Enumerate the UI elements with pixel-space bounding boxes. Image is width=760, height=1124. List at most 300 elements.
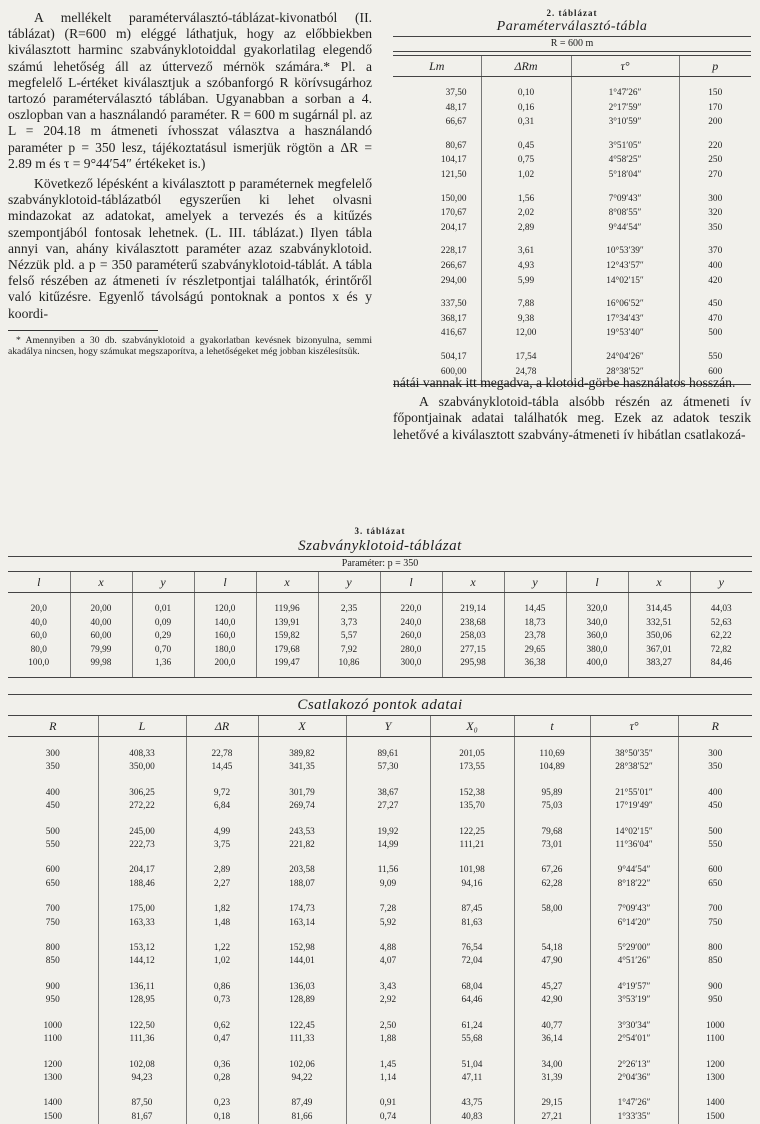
table-4-cell: 174,73 [258,903,346,916]
table-2-cell: 4°58′25″ [571,153,679,168]
table-4-cell: 222,73 [98,839,186,852]
table-4-cell: 5,92 [346,917,430,930]
table-3-number: 3. táblázat [354,526,406,536]
table-3-header: x [256,572,318,593]
table-4-cell: 1200 [678,1059,752,1072]
table-4-cell: 0,74 [346,1111,430,1124]
gap-cell [628,593,690,604]
table-4-cell: 58,00 [514,903,590,916]
table-3-header: y [318,572,380,593]
table-3-cell: 99,98 [70,657,132,671]
gap-cell [571,183,679,192]
gap-cell [514,1047,590,1059]
table-2-row [393,192,751,207]
table-4-cell: 450 [45,801,60,812]
table-2-cell: 170 [679,101,751,116]
table-3-cell: 14,45 [504,603,566,617]
gap-cell [8,930,98,942]
table-4-cell: 110,69 [514,748,590,761]
table-3-row [8,657,752,671]
table-3-header: y [690,572,752,593]
table-2-cell: 5°18′04″ [571,168,679,183]
table-4-cell: 122,25 [430,826,514,839]
table-4-cell: 17°19′49″ [590,800,678,813]
table-4-cell: 31,39 [514,1072,590,1085]
table-2-cell: 300 [679,192,751,207]
table-4-cell: 144,12 [98,955,186,968]
gap-cell [481,235,571,244]
gap-cell [132,593,194,604]
gap-cell [514,1008,590,1020]
table-3-cell: 20,00 [70,603,132,617]
table-4-cell: 2,89 [186,864,258,877]
table-3-cell: 20,0 [30,604,47,614]
table-2-cell: 420 [679,274,751,289]
gap-cell [8,1085,98,1097]
gap-cell [514,1085,590,1097]
table-3-cell: 2,35 [318,603,380,617]
table-4-cell: 4,88 [346,942,430,955]
table-4-cell: 22,78 [186,748,258,761]
table-2-row [393,297,751,312]
table-4-cell: 68,04 [430,981,514,994]
table-2-cell: 9,38 [481,312,571,327]
right-paragraph-1: nátái vannak itt megadva, a klotoid-görbe használatos hosszán. [393,375,736,390]
gap-cell [70,593,132,604]
table-3-cell: 179,68 [256,644,318,658]
table-4-row [8,917,752,930]
table-2-cell: 350 [679,221,751,236]
table-3-cell: 180,0 [194,644,256,658]
table-2-row [393,326,751,341]
table-4-row [8,1072,752,1085]
table-4-cell: 0,36 [186,1059,258,1072]
gap-cell [678,775,752,787]
table-4-cell: 188,07 [258,878,346,891]
table-4-cell: 3°53′19″ [590,994,678,1007]
table-4-cell: 87,49 [258,1097,346,1110]
table-2-group-gap [393,235,751,244]
table-3-bottom-gap [8,671,752,678]
gap-cell [590,1047,678,1059]
gap-cell [186,737,258,749]
table-2-cell: 24,78 [481,365,571,380]
table-2-cell: 10°53′39″ [571,244,679,259]
gap-cell [393,130,481,139]
table-4-cell: 850 [45,956,60,967]
table-2-cell: 504,17 [440,351,467,362]
table-4-cell: 2,50 [346,1020,430,1033]
table-3-row [8,617,752,631]
gap-cell [590,737,678,749]
gap-cell [430,1047,514,1059]
table-2-subtitle: R = 600 m [393,36,751,52]
table-4-row [8,800,752,813]
table-4-row [8,1033,752,1046]
gap-cell [8,852,98,864]
table-3-cell: 72,82 [690,644,752,658]
table-2-cell: 17°34′43″ [571,312,679,327]
table-3-cell: 5,57 [318,630,380,644]
table-2-cell: 17,54 [481,350,571,365]
gap-cell [8,891,98,903]
gap-cell [258,1047,346,1059]
table-4-cell: 128,95 [98,994,186,1007]
table-4-cell: 3,75 [186,839,258,852]
table-4-cell: 389,82 [258,748,346,761]
table-4-cell: 203,58 [258,864,346,877]
table-4-cell: 163,33 [98,917,186,930]
table-2-group-gap [393,288,751,297]
table-2-cell: 1,02 [481,168,571,183]
table-3-cell: 332,51 [628,617,690,631]
table-2-cell: 250 [679,153,751,168]
table-2-cell: 204,17 [440,222,467,233]
table-4-cell: 900 [678,981,752,994]
gap-cell [256,593,318,604]
gap-cell [98,1085,186,1097]
table-4-cell: 243,53 [258,826,346,839]
footnote-rule [8,330,158,331]
table-4-cell: 0,73 [186,994,258,1007]
table-4-cell: 27,27 [346,800,430,813]
table-4-cell: 153,12 [98,942,186,955]
table-3-cell: 280,0 [380,644,442,658]
gap-cell [514,930,590,942]
table-4-cell: 136,03 [258,981,346,994]
gap-cell [571,235,679,244]
table-4-header: τ° [590,716,678,737]
table-4-cell: 40,77 [514,1020,590,1033]
table-4-cell: 450 [678,800,752,813]
table-2-cell: 368,17 [440,313,467,324]
table-4-row [8,1020,752,1033]
table-2-cell: 0,16 [481,101,571,116]
gap-cell [186,1008,258,1020]
gap-cell [678,1047,752,1059]
table-3-row [8,630,752,644]
table-2 [393,8,751,385]
table-3-cell: 340,0 [566,617,628,631]
gap-cell [346,814,430,826]
table-3-cell: 60,00 [70,630,132,644]
gap-cell [590,969,678,981]
gap-cell [628,671,690,678]
gap-cell [186,852,258,864]
gap-cell [98,775,186,787]
table-4-row [8,903,752,916]
gap-cell [8,671,70,678]
gap-cell [504,593,566,604]
table-4-cell [514,917,590,930]
gap-cell [571,130,679,139]
table-4-cell: 81,63 [430,917,514,930]
table-4-cell: 11°36′04″ [590,839,678,852]
table-4-cell: 128,89 [258,994,346,1007]
gap-cell [346,891,430,903]
table-2-row [393,115,751,130]
table-2-row [393,168,751,183]
gap-cell [566,671,628,678]
table-4-row [8,826,752,839]
table-4-cell: 0,86 [186,981,258,994]
table-4-cell: 102,06 [258,1059,346,1072]
table-3-cell: 314,45 [628,603,690,617]
gap-cell [258,852,346,864]
table-4-cell: 111,21 [430,839,514,852]
table-2-row [393,139,751,154]
table-3-cell: 18,73 [504,617,566,631]
table-4-row [8,787,752,800]
gap-cell [678,737,752,749]
table-4-row [8,748,752,761]
table-4-cell: 73,01 [514,839,590,852]
table-4-cell: 9°44′54″ [590,864,678,877]
table-4-grid [8,715,752,1124]
table-3-cell: 238,68 [442,617,504,631]
table-2-row [393,259,751,274]
table-2-cell: 48,17 [445,102,467,113]
table-2-cell: 16°06′52″ [571,297,679,312]
table-2-cell: 80,67 [445,140,467,151]
table-4-cell: 111,36 [98,1033,186,1046]
table-2-cell: 600 [679,365,751,380]
gap-cell [98,1008,186,1020]
table-2-cell: 2,89 [481,221,571,236]
table-4-cell: 47,11 [430,1072,514,1085]
table-3-header: l [194,572,256,593]
table-3-grid [8,571,752,678]
table-3-cell: 140,0 [194,617,256,631]
table-4-cell: 136,11 [98,981,186,994]
table-4-cell: 144,01 [258,955,346,968]
table-4-cell: 72,04 [430,955,514,968]
table-4-row [8,955,752,968]
table-4-cell: 2,27 [186,878,258,891]
table-4-cell: 1000 [43,1020,63,1031]
table-4-cell: 64,46 [430,994,514,1007]
gap-cell [393,235,481,244]
table-4-cell: 0,91 [346,1097,430,1110]
left-column [8,10,372,358]
table-4-cell: 1,02 [186,955,258,968]
table-2-cell: 19°53′40″ [571,326,679,341]
table-2-cell: 150 [679,86,751,101]
table-4-cell: 204,17 [98,864,186,877]
table-2-cell: 600,00 [440,366,467,377]
table-4-cell: 111,33 [258,1033,346,1046]
gap-cell [571,77,679,87]
table-3-header: x [70,572,132,593]
table-4-cell: 11,56 [346,864,430,877]
table-4-cell: 43,75 [430,1097,514,1110]
table-2-row [393,206,751,221]
table-4-cell: 750 [45,917,60,928]
gap-cell [430,1008,514,1020]
table-4-cell: 29,15 [514,1097,590,1110]
table-4-cell: 201,05 [430,748,514,761]
gap-cell [514,737,590,749]
table-4-cell: 9,72 [186,787,258,800]
table-4-cell: 0,18 [186,1111,258,1124]
table-2-cell: 416,67 [440,328,467,339]
table-2-cell: 12,00 [481,326,571,341]
table-3-row [8,644,752,658]
gap-cell [194,671,256,678]
gap-cell [98,814,186,826]
table-4-row [8,839,752,852]
gap-cell [571,288,679,297]
table-4-header: L [98,716,186,737]
table-4-cell: 81,67 [98,1111,186,1124]
table-2-row [393,312,751,327]
gap-cell [346,1008,430,1020]
gap-cell [8,775,98,787]
table-3-cell: 23,78 [504,630,566,644]
table-4-cell: 34,00 [514,1059,590,1072]
table-3-cell: 60,0 [30,631,47,642]
table-3-cell: 260,0 [380,630,442,644]
table-2-cell: 24°04′26″ [571,350,679,365]
table-4-cell: 950 [45,995,60,1006]
table-4-cell: 102,08 [98,1059,186,1072]
table-4-cell: 1,48 [186,917,258,930]
gap-cell [258,969,346,981]
table-4-cell: 79,68 [514,826,590,839]
table-3-cell: 383,27 [628,657,690,671]
table-4-cell: 54,18 [514,942,590,955]
gap-cell [514,969,590,981]
table-3-cell: 10,86 [318,657,380,671]
table-2-cell: 7,88 [481,297,571,312]
table-4-cell: 300 [678,748,752,761]
gap-cell [679,183,751,192]
table-4-cell: 1,88 [346,1033,430,1046]
gap-cell [504,671,566,678]
gap-cell [566,593,628,604]
table-3-header: x [442,572,504,593]
gap-cell [258,775,346,787]
table-4-row [8,864,752,877]
table-2-cell: 294,00 [440,275,467,286]
table-3-cell: 360,0 [566,630,628,644]
gap-cell [393,288,481,297]
table-4-header: R [678,716,752,737]
table-4-group-gap [8,1085,752,1097]
table-4-cell: 0,47 [186,1033,258,1046]
table-4-cell: 1500 [43,1111,63,1122]
gap-cell [380,593,442,604]
table-4-cell: 341,35 [258,761,346,774]
table-3-cell: 52,63 [690,617,752,631]
gap-cell [8,593,70,604]
gap-cell [442,593,504,604]
gap-cell [98,852,186,864]
table-4-row [8,1097,752,1110]
table-3-cell: 300,0 [380,657,442,671]
table-4-cell: 94,23 [98,1072,186,1085]
table-4-cell: 61,24 [430,1020,514,1033]
right-paragraph-2: A szabványklotoid-tábla alsóbb részén az átmeneti ív főpontjainak adatai találhatók meg. Ezek az adatok teszik lehetővé a kiválasztott szabvány-átmeneti ív hibátlan csatlakozá- [393,394,751,442]
table-4-cell: 67,26 [514,864,590,877]
gap-cell [186,930,258,942]
table-4-cell: 1300 [678,1072,752,1085]
gap-cell [590,1085,678,1097]
gap-cell [98,737,186,749]
table-4-cell: 38,67 [346,787,430,800]
table-2-header: Lm [393,56,481,77]
table-2-cell: 200 [679,115,751,130]
gap-cell [678,852,752,864]
gap-cell [256,671,318,678]
table-2-cell: 220 [679,139,751,154]
gap-cell [258,814,346,826]
table-4-cell: 900 [45,981,60,992]
table-4-header: ΔR [186,716,258,737]
table-3-cell: 159,82 [256,630,318,644]
table-4-cell: 1100 [678,1033,752,1046]
gap-cell [430,930,514,942]
table-3-cell: 160,0 [194,630,256,644]
table-4-cell: 221,82 [258,839,346,852]
table-2-cell: 8°08′55″ [571,206,679,221]
table-4-cell: 550 [678,839,752,852]
table-4-cell: 2°54′01″ [590,1033,678,1046]
table-3-cell: 1,36 [132,657,194,671]
table-4-header: X₀ [430,716,514,737]
table-3-cell: 295,98 [442,657,504,671]
left-paragraph-2: Következő lépésként a kiválasztott p paraméternek megfelelő szabványklotoid-táblázatból egyszerűen ki lehet olvasni mindazokat az adatokat, amelyek a tervezés és a kitűzés szempontjából fontosak lehetnek. (L. III. táblázat.) Ilyen tábla annyi van, ahány kiválasztott paraméter azaz szabványklotoid. Nézzük pld. a p = 350 paraméterű szabványklotoid-táblát. A tábla felső részében az átmeneti ív részletpontjai találhatók, érintőről való kitűzésre. Egyenlő távolságú pontoknak a pontos x és y koordi- [8,176,372,321]
table-3-top-gap [8,593,752,604]
table-4-cell: 650 [678,878,752,891]
table-3-header: l [380,572,442,593]
gap-cell [514,775,590,787]
table-4-cell: 800 [678,942,752,955]
table-3-cell: 62,22 [690,630,752,644]
table-4-cell: 306,25 [98,787,186,800]
gap-cell [132,671,194,678]
table-2-cell: 0,75 [481,153,571,168]
gap-cell [258,930,346,942]
table-2-cell: 1,56 [481,192,571,207]
table-4-cell: 1300 [43,1072,63,1083]
table-4-cell: 500 [678,826,752,839]
table-3-cell: 240,0 [380,617,442,631]
table-2-cell: 7°09′43″ [571,192,679,207]
gap-cell [678,1085,752,1097]
gap-cell [8,969,98,981]
table-4-cell: 57,30 [346,761,430,774]
table-3-cell: 219,14 [442,603,504,617]
table-4-cell: 1400 [678,1097,752,1110]
table-4-cell: 163,14 [258,917,346,930]
table-4-group-gap [8,737,752,749]
table-4-row [8,878,752,891]
table-4-row [8,1059,752,1072]
gap-cell [690,593,752,604]
table-2-row [393,221,751,236]
gap-cell [186,891,258,903]
gap-cell [186,1085,258,1097]
table-4-group-gap [8,891,752,903]
gap-cell [678,1008,752,1020]
table-4-cell: 8°18′22″ [590,878,678,891]
gap-cell [590,775,678,787]
table-2-row [393,101,751,116]
table-3-title: Szabványklotoid-táblázat [298,538,462,554]
gap-cell [346,930,430,942]
table-4-cell: 51,04 [430,1059,514,1072]
